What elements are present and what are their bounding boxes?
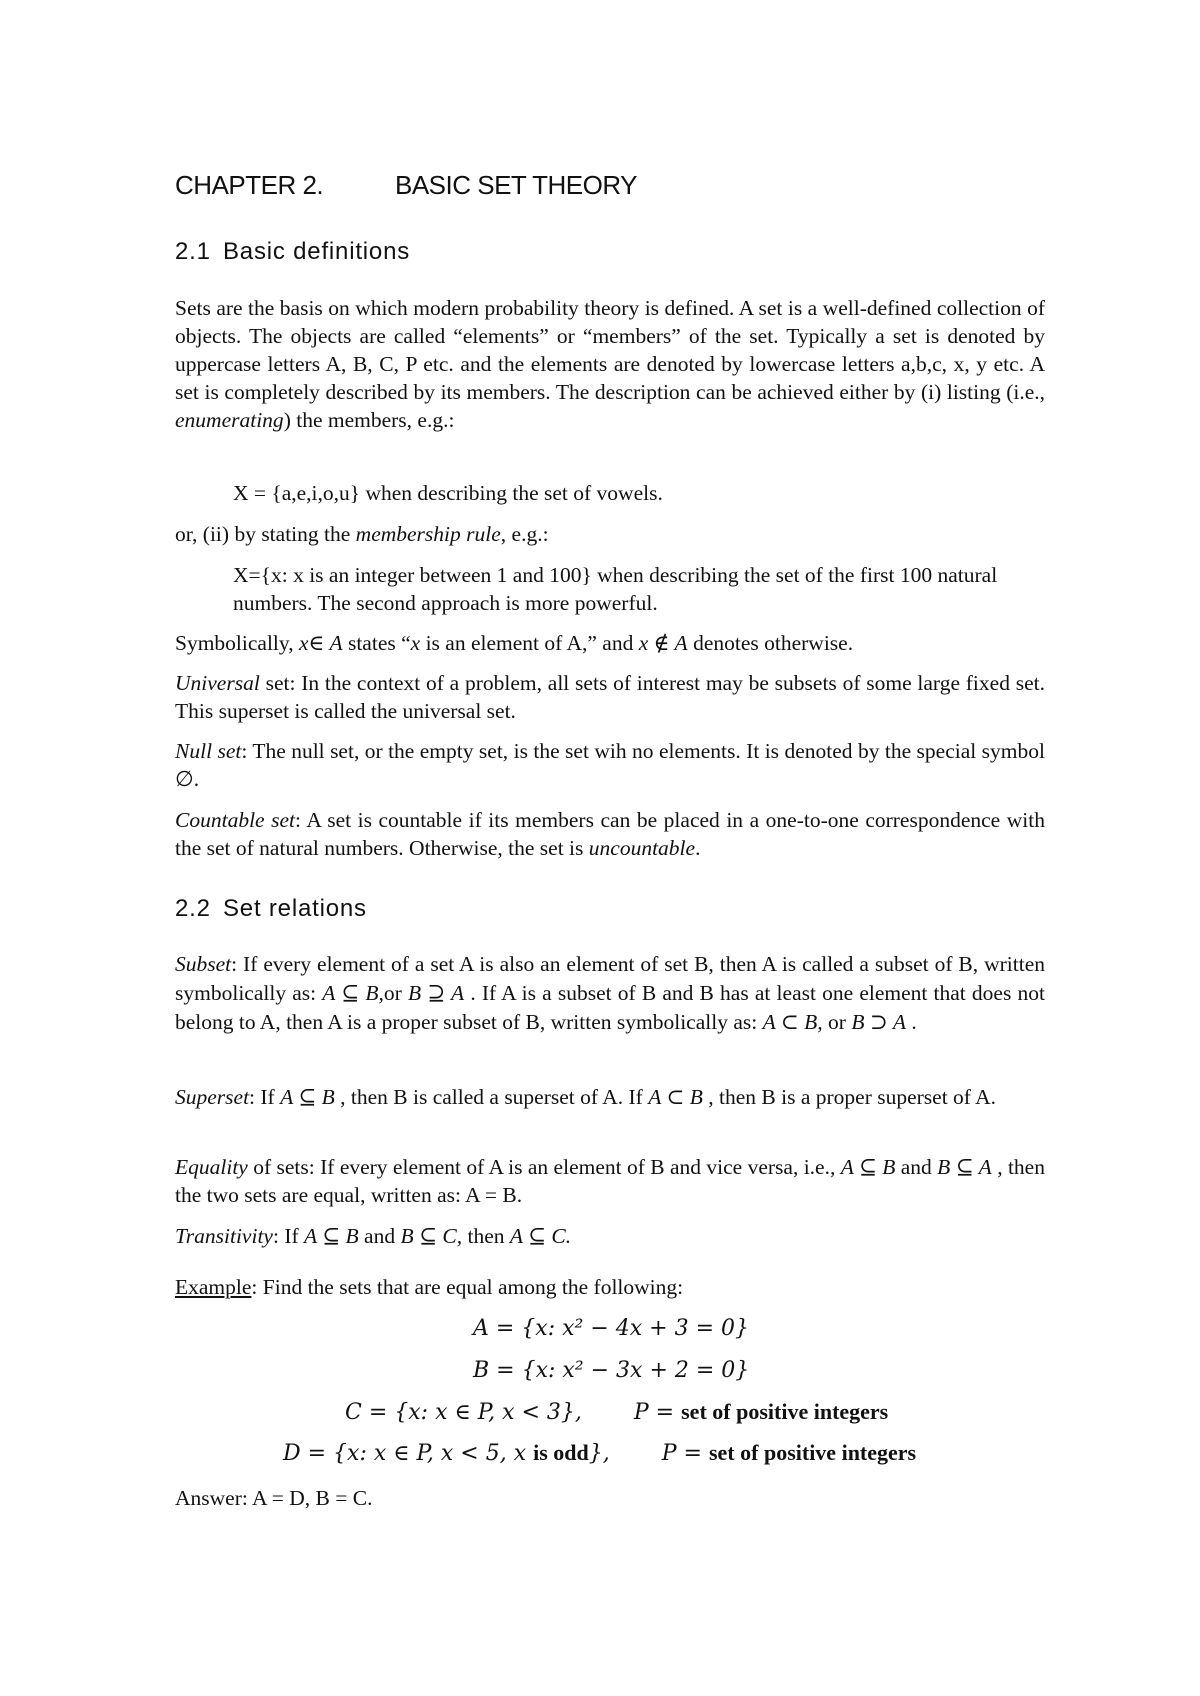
superset-text-a: : If [249, 1085, 281, 1109]
subset-math-4: B ⊃ A [851, 1010, 906, 1034]
transitivity-definition [175, 1222, 1045, 1250]
equation-c-text: C = {x: x ∈ P, x < 3}, [345, 1400, 582, 1425]
equation-d-description: set of positive integers [708, 1440, 917, 1465]
subset-text-a: : If every element of a set A is also an element of set B, then A is called a subset of B, written symbolically as: [175, 952, 1045, 1005]
equation-a [473, 1316, 749, 1341]
transitivity-and: and [358, 1224, 401, 1248]
equation-d [283, 1440, 916, 1466]
symbolic-paragraph [175, 629, 1045, 657]
equation-d-odd: is odd [533, 1440, 589, 1465]
universal-term: Universal [175, 671, 260, 695]
equality-text-b: , then the two sets are equal, written as: A = B. [175, 1155, 1045, 1207]
or-line-emphasis: membership rule [355, 522, 501, 546]
null-set-definition [175, 737, 1045, 793]
transitivity-math-1: A ⊆ B [304, 1224, 359, 1248]
countable-set-definition [175, 806, 1045, 862]
intro-emphasis: enumerating [175, 408, 284, 432]
chapter-title: BASIC SET THEORY [395, 170, 637, 200]
symbolic-text-c: is an element of A,” and [420, 631, 639, 655]
equation-a-text: A = {x: x² − 4x + 3 = 0} [473, 1316, 749, 1341]
symbolic-text-b: states “ [342, 631, 411, 655]
subset-math-1: A ⊆ B, [322, 981, 384, 1005]
subset-definition [175, 950, 1045, 1037]
equality-math-2: B ⊆ A [937, 1155, 992, 1179]
intro-paragraph [175, 294, 1045, 434]
rule-example-text: X={x: x is an integer between 1 and 100} when describing the set of the first 100 natural numbers. The second approach is more powerful. [233, 563, 998, 615]
countable-emphasis: uncountable [588, 836, 696, 860]
subset-or-2: or [822, 1010, 852, 1034]
symbolic-text-a: Symbolically, [175, 631, 300, 655]
equality-text-a: of sets: If every element of A is an element of B and vice versa, i.e., [247, 1155, 841, 1179]
equation-c-p: P = [633, 1400, 682, 1425]
example-label: Example [175, 1275, 252, 1299]
superset-math-1: A ⊆ B [280, 1085, 335, 1109]
equation-d-p: P = [661, 1441, 709, 1466]
or-line-text: or, (ii) by stating the [175, 522, 356, 546]
x-variable: x [410, 631, 421, 655]
equality-term: Equality [175, 1155, 248, 1179]
section-heading-2-1 [175, 238, 410, 266]
subset-or: or [383, 981, 408, 1005]
subset-term: Subset [175, 952, 232, 976]
equality-and: and [895, 1155, 938, 1179]
equation-d-text: D = {x: x ∈ P, x < 5, x [283, 1441, 534, 1466]
universal-text: set: In the context of a problem, all sets of interest may be subsets of some large fixed set. This superset is called the universal set. [175, 671, 1045, 723]
equation-b-text: B = {x: x² − 3x + 2 = 0} [473, 1358, 750, 1383]
null-term: Null set [175, 739, 242, 763]
subset-text-b: . If A is a subset of B and B has at least one element that does not belong to A, then A is a proper subset of B, written symbolically as: [175, 981, 1045, 1034]
equation-b [473, 1358, 749, 1383]
example-text: : Find the sets that are equal among the following: [251, 1275, 684, 1299]
section-heading-2-2 [175, 895, 367, 923]
or-line-end: , e.g.: [500, 522, 549, 546]
rule-example [233, 561, 1045, 617]
element-of-math: x∈ A [299, 631, 343, 655]
vowels-example [233, 479, 1045, 507]
answer-line [175, 1484, 1045, 1512]
section-title: Basic definitions [223, 238, 411, 265]
example-prompt [175, 1273, 1045, 1301]
transitivity-then: then [462, 1224, 510, 1248]
transitivity-text-a: : If [272, 1224, 305, 1248]
not-element-of-math: x ∉ A [638, 631, 688, 655]
answer-text: Answer: A = D, B = C. [175, 1486, 373, 1510]
membership-rule-line [175, 520, 1045, 548]
section-number: 2.2 [175, 895, 211, 922]
section-number: 2.1 [175, 238, 211, 265]
section-title: Set relations [223, 895, 367, 922]
superset-text-c: , then B is a proper superset of A. [702, 1085, 997, 1109]
transitivity-math-3: A ⊆ C. [509, 1224, 572, 1248]
equation-c-description: set of positive integers [681, 1399, 889, 1424]
equation-c [345, 1399, 888, 1425]
subset-math-3: A ⊂ B, [762, 1010, 823, 1034]
countable-end: . [695, 836, 701, 860]
superset-text-b: , then B is called a superset of A. If [334, 1085, 649, 1109]
chapter-number: CHAPTER 2. [175, 170, 324, 200]
vowels-example-text: X = {a,e,i,o,u} when describing the set of vowels. [233, 481, 663, 505]
equality-math-1: A ⊆ B [840, 1155, 896, 1179]
superset-term: Superset [175, 1085, 250, 1109]
countable-text: : A set is countable if its members can be placed in a one-to-one correspondence with the set of natural numbers. Otherwise, the set is [175, 808, 1045, 860]
superset-math-2: A ⊂ B [648, 1085, 703, 1109]
subset-end: . [905, 1010, 917, 1034]
intro-text: Sets are the basis on which modern probability theory is defined. A set is a well-defined collection of objects. The objects are called “elements” or “members” of the set. Typically a set is denoted by uppercase letters A, B, C, P etc. and the elements are denoted by lowercase letters a,b,c, x, y etc. A set is completely described by its members. The description can be achieved either by (i) listing (i.e., [175, 296, 1045, 404]
universal-set-definition [175, 669, 1045, 725]
equality-definition [175, 1153, 1045, 1209]
chapter-heading [175, 170, 637, 201]
countable-term: Countable set [175, 808, 295, 832]
null-text: : The null set, or the empty set, is the set wih no elements. It is denoted by the special symbol ∅. [175, 739, 1045, 791]
subset-math-2: B ⊇ A [407, 981, 465, 1005]
equation-d-end: }, [588, 1441, 610, 1466]
superset-definition [175, 1083, 1045, 1111]
intro-text-end: ) the members, e.g.: [283, 408, 455, 432]
transitivity-term: Transitivity [175, 1224, 273, 1248]
symbolic-text-d: denotes otherwise. [687, 631, 854, 655]
transitivity-math-2: B ⊆ C, [400, 1224, 463, 1248]
